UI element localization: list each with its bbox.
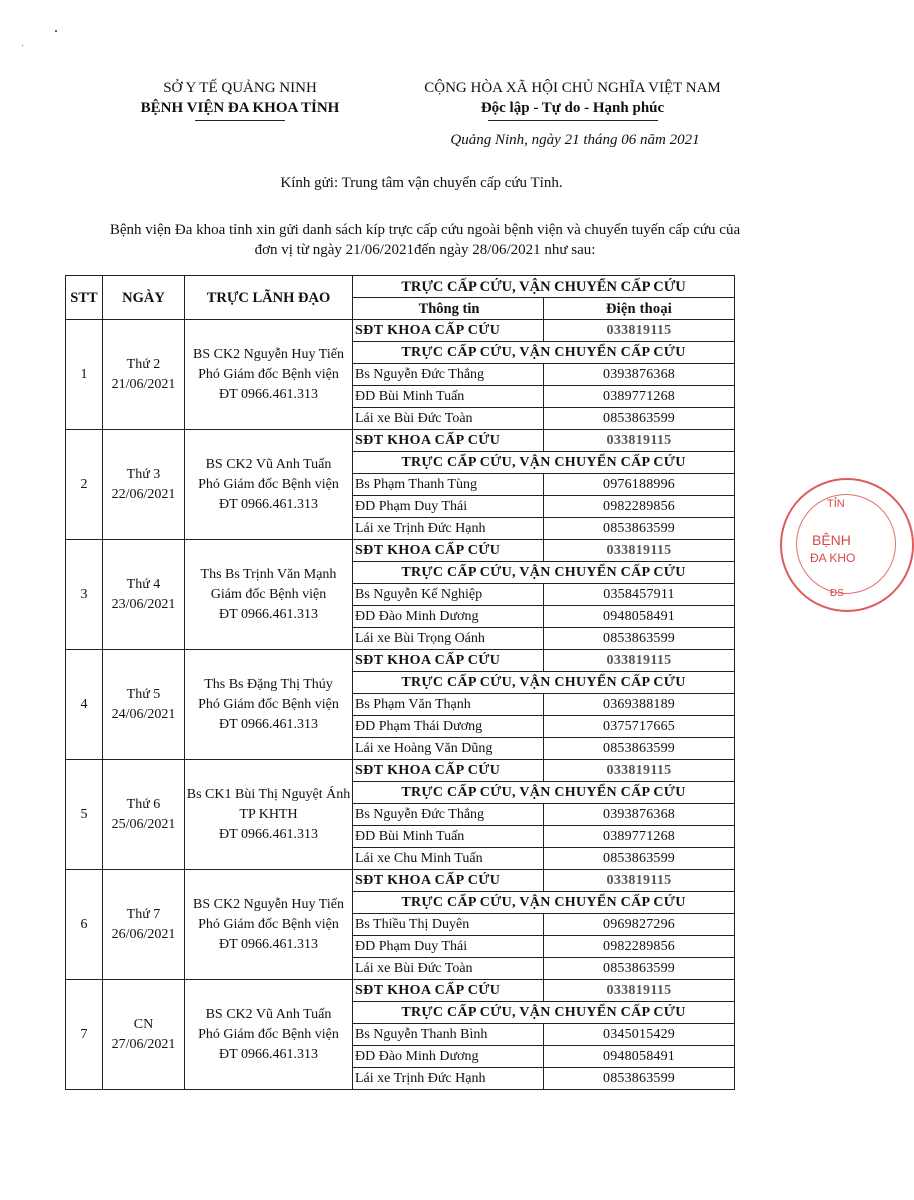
duty-date: 25/06/2021 (111, 816, 176, 832)
emergency-dept-phone: 033819115 (544, 320, 735, 342)
staff-phone: 0853863599 (544, 628, 735, 650)
emergency-dept-label: SĐT KHOA CẤP CỨU (353, 760, 544, 782)
duty-team-label: TRỰC CẤP CỨU, VẬN CHUYỂN CẤP CỨU (353, 782, 735, 804)
recipient-line: Kính gửi: Trung tâm vận chuyển cấp cứu Tỉnh. (280, 175, 563, 191)
staff-name: Lái xe Hoàng Văn Dũng (353, 738, 544, 760)
day-cell (103, 650, 185, 760)
staff-name: Bs Phạm Thanh Tùng (353, 474, 544, 496)
header-emergency-group: TRỰC CẤP CỨU, VẬN CHUYỂN CẤP CỨU (353, 276, 735, 298)
duty-team-label: TRỰC CẤP CỨU, VẬN CHUYỂN CẤP CỨU (353, 562, 735, 584)
leader-title: Phó Giám đốc Bệnh viện (198, 1026, 339, 1042)
staff-name: ĐD Phạm Duy Thái (353, 496, 544, 518)
duty-team-label: TRỰC CẤP CỨU, VẬN CHUYỂN CẤP CỨU (353, 1002, 735, 1024)
staff-phone: 0375717665 (544, 716, 735, 738)
staff-name: Lái xe Bùi Trọng Oánh (353, 628, 544, 650)
table-row (66, 430, 735, 452)
national-header (400, 78, 745, 121)
emergency-dept-label: SĐT KHOA CẤP CỨU (353, 870, 544, 892)
agency-header (120, 78, 360, 121)
leader-phone: ĐT 0966.461.313 (219, 606, 318, 622)
staff-name: ĐD Bùi Minh Tuấn (353, 826, 544, 848)
duty-date: 23/06/2021 (111, 596, 176, 612)
emergency-dept-label: SĐT KHOA CẤP CỨU (353, 650, 544, 672)
staff-name: Lái xe Bùi Đức Toàn (353, 408, 544, 430)
staff-name: Bs Nguyễn Đức Thắng (353, 804, 544, 826)
duty-date: 27/06/2021 (111, 1036, 176, 1052)
leader-cell (185, 540, 353, 650)
hospital-stamp (780, 478, 914, 612)
emergency-dept-label: SĐT KHOA CẤP CỨU (353, 540, 544, 562)
hospital-name: BỆNH VIỆN ĐA KHOA TỈNH (140, 100, 340, 116)
staff-phone: 0948058491 (544, 1046, 735, 1068)
staff-name: ĐD Phạm Duy Thái (353, 936, 544, 958)
stt-cell: 5 (66, 760, 103, 870)
stt-cell: 6 (66, 870, 103, 980)
leader-name: Bs CK1 Bùi Thị Nguyệt Ánh (186, 786, 351, 802)
staff-name: Lái xe Trịnh Đức Hạnh (353, 518, 544, 540)
staff-phone: 0982289856 (544, 496, 735, 518)
staff-phone: 0853863599 (544, 848, 735, 870)
day-cell (103, 430, 185, 540)
scan-speck (22, 45, 23, 46)
stt-cell: 2 (66, 430, 103, 540)
staff-phone: 0345015429 (544, 1024, 735, 1046)
leader-title: Giám đốc Bệnh viện (210, 586, 327, 602)
day-cell (103, 540, 185, 650)
weekday: Thứ 2 (126, 356, 161, 372)
staff-name: ĐD Đào Minh Dương (353, 606, 544, 628)
staff-name: Lái xe Chu Minh Tuấn (353, 848, 544, 870)
leader-cell (185, 870, 353, 980)
stt-cell: 3 (66, 540, 103, 650)
motto-underline (488, 120, 658, 121)
staff-name: ĐD Đào Minh Dương (353, 1046, 544, 1068)
header-day: NGÀY (103, 276, 185, 320)
department-name: SỞ Y TẾ QUẢNG NINH (163, 80, 317, 96)
staff-phone: 0393876368 (544, 804, 735, 826)
day-cell (103, 980, 185, 1090)
weekday: Thứ 3 (126, 466, 161, 482)
table-row (66, 650, 735, 672)
duty-roster-table (65, 275, 735, 1090)
staff-phone: 0853863599 (544, 958, 735, 980)
staff-phone: 0389771268 (544, 826, 735, 848)
leader-name: Ths Bs Đặng Thị Thúy (204, 676, 333, 692)
staff-name: Bs Phạm Văn Thạnh (353, 694, 544, 716)
header-leadership: TRỰC LÃNH ĐẠO (185, 276, 353, 320)
staff-phone: 0982289856 (544, 936, 735, 958)
leader-name: BS CK2 Vũ Anh Tuấn (205, 456, 332, 472)
staff-phone: 0853863599 (544, 518, 735, 540)
staff-phone: 0358457911 (544, 584, 735, 606)
table-row (66, 980, 735, 1002)
emergency-dept-phone: 033819115 (544, 540, 735, 562)
emergency-dept-phone: 033819115 (544, 650, 735, 672)
header-info: Thông tin (353, 298, 544, 320)
intro-line-2: đơn vị từ ngày 21/06/2021đến ngày 28/06/2021 như sau: (254, 242, 596, 258)
weekday: Thứ 7 (126, 906, 161, 922)
leader-name: Ths Bs Trịnh Văn Mạnh (200, 566, 337, 582)
country-name: CỘNG HÒA XÃ HỘI CHỦ NGHĨA VIỆT NAM (424, 80, 721, 96)
duty-date: 24/06/2021 (111, 706, 176, 722)
leader-cell (185, 760, 353, 870)
emergency-dept-label: SĐT KHOA CẤP CỨU (353, 430, 544, 452)
emergency-dept-phone: 033819115 (544, 430, 735, 452)
leader-name: BS CK2 Nguyễn Huy Tiến (193, 346, 344, 362)
duty-team-label: TRỰC CẤP CỨU, VẬN CHUYỂN CẤP CỨU (353, 892, 735, 914)
emergency-dept-phone: 033819115 (544, 980, 735, 1002)
staff-name: Bs Thiều Thị Duyên (353, 914, 544, 936)
day-cell (103, 870, 185, 980)
duty-team-label: TRỰC CẤP CỨU, VẬN CHUYỂN CẤP CỨU (353, 672, 735, 694)
duty-date: 22/06/2021 (111, 486, 176, 502)
scan-speck (55, 30, 57, 32)
leader-title: TP KHTH (239, 806, 298, 822)
leader-title: Phó Giám đốc Bệnh viện (198, 696, 339, 712)
roster-body (66, 320, 735, 1090)
staff-phone: 0969827296 (544, 914, 735, 936)
weekday: Thứ 6 (126, 796, 161, 812)
staff-name: Bs Nguyễn Thanh Bình (353, 1024, 544, 1046)
stamp-bottom-text: ĐS (830, 588, 844, 599)
leader-cell (185, 980, 353, 1090)
staff-phone: 0976188996 (544, 474, 735, 496)
weekday: Thứ 4 (126, 576, 161, 592)
duty-team-label: TRỰC CẤP CỨU, VẬN CHUYỂN CẤP CỨU (353, 342, 735, 364)
table-row (66, 760, 735, 782)
leader-title: Phó Giám đốc Bệnh viện (198, 476, 339, 492)
leader-name: BS CK2 Nguyễn Huy Tiến (193, 896, 344, 912)
date-line: Quảng Ninh, ngày 21 tháng 06 năm 2021 (450, 132, 700, 148)
leader-phone: ĐT 0966.461.313 (219, 386, 318, 402)
leader-title: Phó Giám đốc Bệnh viện (198, 366, 339, 382)
leader-phone: ĐT 0966.461.313 (219, 936, 318, 952)
duty-date: 21/06/2021 (111, 376, 176, 392)
stamp-top-text: TỈN (827, 498, 845, 510)
duty-team-label: TRỰC CẤP CỨU, VẬN CHUYỂN CẤP CỨU (353, 452, 735, 474)
staff-name: ĐD Phạm Thái Dương (353, 716, 544, 738)
intro-paragraph (95, 220, 755, 260)
intro-line-1: Bệnh viện Đa khoa tỉnh xin gửi danh sách kíp trực cấp cứu ngoài bệnh viện và chuyển tuyến cấp cứu của (109, 222, 741, 238)
emergency-dept-label: SĐT KHOA CẤP CỨU (353, 980, 544, 1002)
staff-phone: 0853863599 (544, 1068, 735, 1090)
leader-phone: ĐT 0966.461.313 (219, 1046, 318, 1062)
duty-date: 26/06/2021 (111, 926, 176, 942)
staff-name: Bs Nguyễn Kế Nghiệp (353, 584, 544, 606)
weekday: Thứ 5 (126, 686, 161, 702)
table-row (66, 320, 735, 342)
header-phone: Điện thoại (544, 298, 735, 320)
leader-cell (185, 650, 353, 760)
leader-phone: ĐT 0966.461.313 (219, 826, 318, 842)
day-cell (103, 320, 185, 430)
staff-phone: 0393876368 (544, 364, 735, 386)
staff-name: Lái xe Trịnh Đức Hạnh (353, 1068, 544, 1090)
motto: Độc lập - Tự do - Hạnh phúc (480, 100, 665, 116)
staff-phone: 0369388189 (544, 694, 735, 716)
table-row (66, 540, 735, 562)
staff-phone: 0853863599 (544, 408, 735, 430)
staff-name: ĐD Bùi Minh Tuấn (353, 386, 544, 408)
leader-cell (185, 320, 353, 430)
staff-phone: 0948058491 (544, 606, 735, 628)
leader-phone: ĐT 0966.461.313 (219, 496, 318, 512)
leader-phone: ĐT 0966.461.313 (219, 716, 318, 732)
emergency-dept-phone: 033819115 (544, 870, 735, 892)
stt-cell: 7 (66, 980, 103, 1090)
leader-title: Phó Giám đốc Bệnh viện (198, 916, 339, 932)
table-row (66, 870, 735, 892)
stt-cell: 1 (66, 320, 103, 430)
leader-name: BS CK2 Vũ Anh Tuấn (205, 1006, 332, 1022)
leader-cell (185, 430, 353, 540)
day-cell (103, 760, 185, 870)
staff-phone: 0853863599 (544, 738, 735, 760)
emergency-dept-phone: 033819115 (544, 760, 735, 782)
staff-name: Bs Nguyễn Đức Thắng (353, 364, 544, 386)
staff-phone: 0389771268 (544, 386, 735, 408)
stamp-line-2: ĐA KHO (810, 551, 856, 565)
staff-name: Lái xe Bùi Đức Toàn (353, 958, 544, 980)
weekday: CN (133, 1016, 154, 1032)
stt-cell: 4 (66, 650, 103, 760)
stamp-line-1: BỆNH (812, 532, 851, 548)
header-underline (195, 120, 285, 121)
emergency-dept-label: SĐT KHOA CẤP CỨU (353, 320, 544, 342)
header-stt: STT (66, 276, 103, 320)
